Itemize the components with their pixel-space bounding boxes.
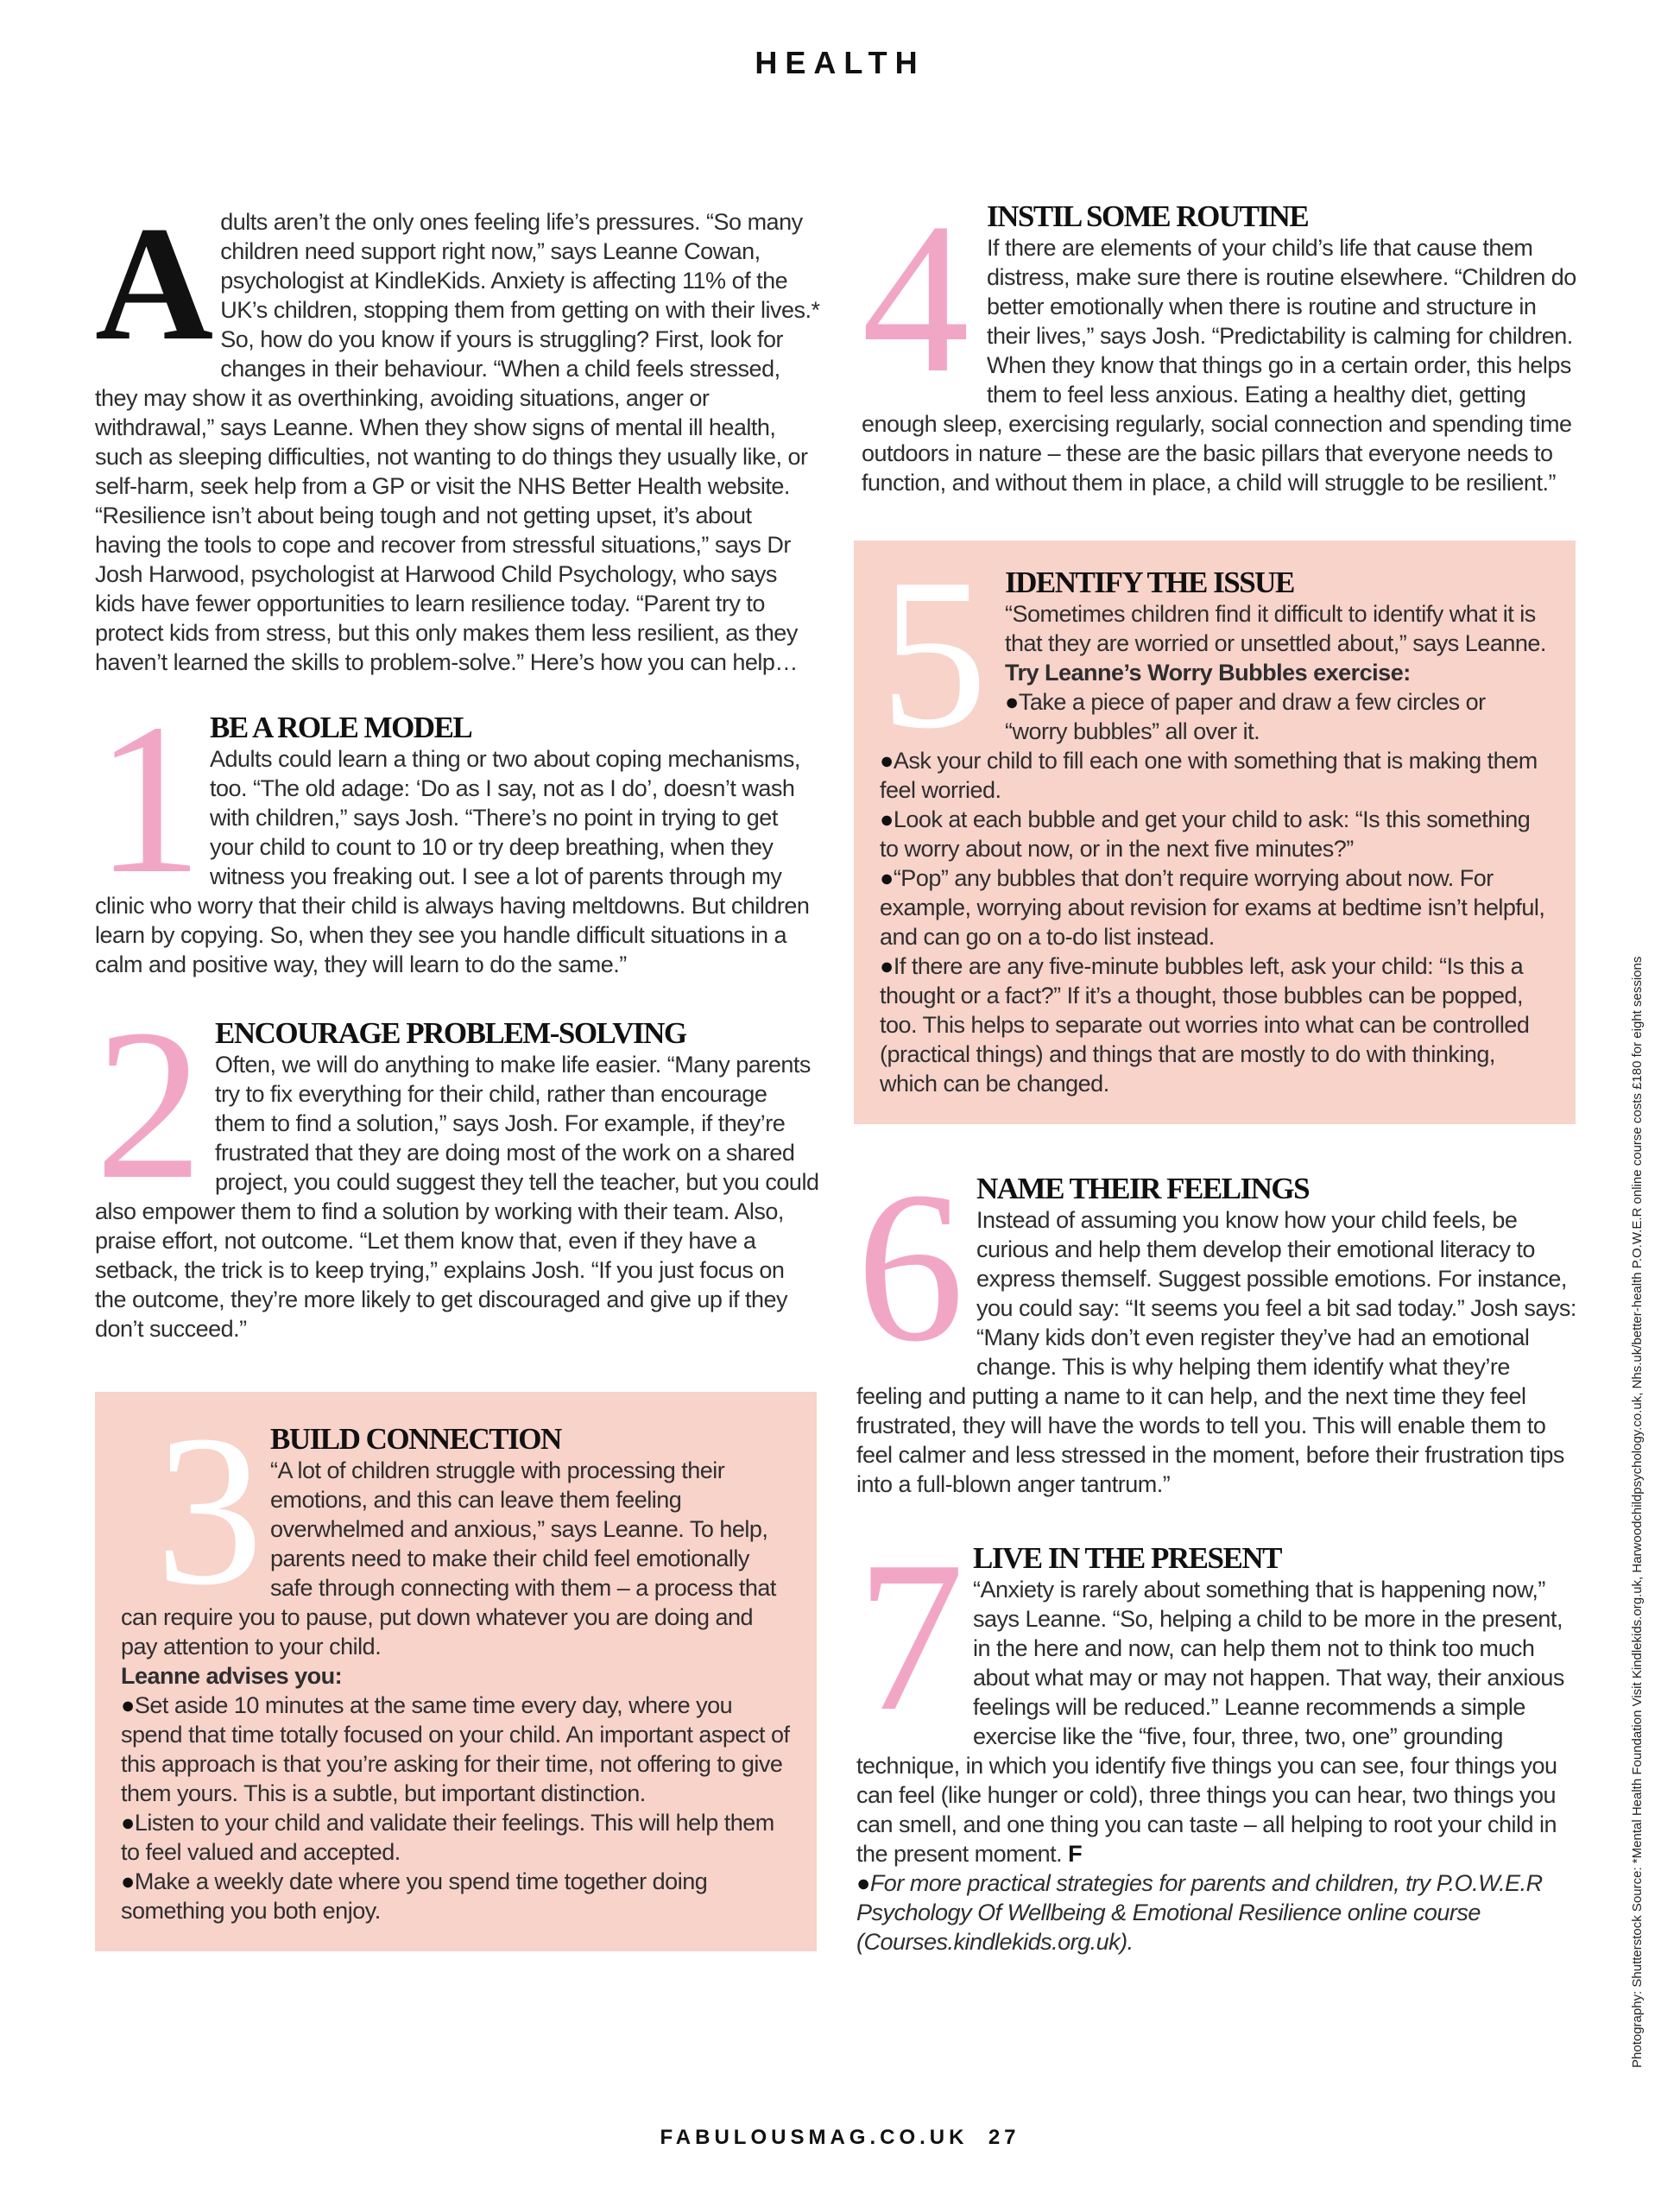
subheading-5: Try Leanne’s Worry Bubbles exercise: (1005, 660, 1411, 686)
section-5-box (854, 534, 1576, 1124)
bullet: ● Look at each bubble and get your child to ask: “Is this something to worry about now, or in the next five minutes?” (880, 805, 1550, 863)
page-footer (0, 2126, 1680, 2150)
number-7: 7 (856, 1517, 964, 1756)
section-4 (862, 179, 1579, 497)
heading-7: LIVE IN THE PRESENT (973, 1541, 1281, 1575)
text-7-body: “Anxiety is rarely about something that is happening now,” says Leanne. “So, helping a child to be more in the present, in the here and now, can help them not to think too much about what may or may not happen. That way, their anxious feelings will be reduced.” Leanne recommends a simple exercise like the “five, four, three, two, one” grounding technique, in which you identify five things you can see, four things you can feel (like hunger or cold), three things you can hear, two things you can smell, and one thing you can taste – all helping to root your child in the present moment. (856, 1577, 1564, 1867)
number-3: 3 (155, 1391, 263, 1630)
text-4: If there are elements of your child’s life that cause them distress, make sure there is routine elsewhere. “Children do better emotionally when there is routine and structure in their lives,” says Josh. “Predictability is calming for children. When they know that things go in a certain order, this helps them to feel less anxious. Eating a healthy diet, getting enough sleep, exercising regularly, social connection and spending time outdoors in nature – these are the basic pillars that everyone needs to function, and without them in place, a child will struggle to be resilient.” (862, 235, 1576, 496)
subheading-3: Leanne advises you: (121, 1663, 343, 1689)
course-note: ● For more practical strategies for parents and children, try P.O.W.E.R Psychology Of Wellbeing & Emotional Resilience online course (Courses.kindlekids.org.uk). (856, 1868, 1579, 1957)
photo-credit: Photography: Shutterstock Source: *Mental Health Foundation Visit Kindlekids.org.uk, Harwoodchildpsychology.co.uk, Nhs.uk/better-health P.O.W.E.R online course costs £180 for eight sessions (1630, 956, 1645, 2068)
intro-text: dults aren’t the only ones feeling life’s pressures. “So many children need support right now,” says Leanne Cowan, psychologist at KindleKids. Anxiety is affecting 11% of the UK’s children, stopping them from getting on with their lives.* So, how do you know if yours is struggling? First, look for changes in their behaviour. “When a child feels stressed, they may show it as overthinking, avoiding situations, anger or withdrawal,” says Leanne. When they show signs of mental ill health, such as sleeping difficulties, not wanting to do things they usually like, or self-harm, seek help from a GP or visit the NHS Better Health website. “Resilience isn’t about being tough and not getting upset, it’s about having the tools to cope and recover from stressful situations,” says Dr Josh Harwood, psychologist at Harwood Child Psychology, who says kids have fewer opportunities to learn resilience today. “Parent try to protect kids from stress, but this only makes them less resilient, as they haven’t learned the skills to problem-solve.” Here’s how you can help… (95, 209, 820, 675)
left-column (95, 193, 820, 1951)
number-4: 4 (862, 179, 969, 418)
bullet: ● Make a weekly date where you spend time together doing something you both enjoy. (121, 1867, 791, 1925)
drop-cap: A (95, 193, 214, 375)
section-1 (95, 680, 820, 979)
heading-5: IDENTIFY THE ISSUE (1005, 566, 1294, 599)
section-6 (856, 1147, 1579, 1499)
section-2 (95, 985, 820, 1343)
heading-2: ENCOURAGE PROBLEM-SOLVING (215, 1016, 686, 1050)
number-5: 5 (880, 534, 988, 774)
bullet: ● “Pop” any bubbles that don’t require worrying about now. For example, worrying about revision for exams at bedtime isn’t helpful, and can go on a to-do list instead. (880, 863, 1550, 951)
text-7 (856, 1575, 1579, 1868)
footer-site: FABULOUSMAG.CO.UK (660, 2126, 969, 2149)
heading-1: BE A ROLE MODEL (210, 711, 472, 744)
bullet: ● Listen to your child and validate their feelings. This will help them to feel valued and accepted. (121, 1808, 791, 1867)
intro (95, 193, 820, 677)
section-7 (856, 1517, 1579, 1957)
text-3: “A lot of children struggle with processing their emotions, and this can leave them feeling overwhelmed and anxious,” says Leanne. To help, parents need to make their child feel emotionally safe through connecting with them – a process that can require you to pause, put down whatever you are doing and pay attention to your child. (121, 1457, 776, 1659)
heading-6: NAME THEIR FEELINGS (976, 1172, 1310, 1205)
text-2: Often, we will do anything to make life easier. “Many parents try to fix everything for their child, rather than encourage them to find a solution,” says Josh. For example, if they’re frustrated that they are doing most of the work on a shared project, you could suggest they tell the teacher, but you could also empower them to find a solution by working with their team. Also, praise effort, not outcome. “Let them know that, even if they have a setback, the trick is to keep trying,” explains Josh. “If you just focus on the outcome, they’re more likely to get discouraged and give up if they don’t succeed.” (95, 1052, 819, 1342)
number-2: 2 (95, 985, 203, 1224)
number-1: 1 (95, 680, 203, 919)
bullet: ● Set aside 10 minutes at the same time every day, where you spend that time totally focused on your child. An important aspect of this approach is that you’re asking for their time, not offering to give them yours. This is a subtle, but important distinction. (121, 1691, 791, 1808)
bullet: ● Ask your child to fill each one with something that is making them feel worried. (880, 746, 1550, 805)
heading-3: BUILD CONNECTION (270, 1422, 561, 1456)
number-6: 6 (856, 1147, 964, 1387)
section-header: HEALTH (755, 45, 925, 80)
page-number: 27 (988, 2126, 1020, 2149)
text-1: Adults could learn a thing or two about coping mechanisms, too. “The old adage: ‘Do as I say, not as I do’, doesn’t wash with children,” says Josh. “There’s no point in trying to get your child to count to 10 or try deep breathing, when they witness you freaking out. I see a lot of parents through my clinic who worry that their child is always having meltdowns. But children learn by copying. So, when they see you handle difficult situations in a calm and positive way, they will learn to do the same.” (95, 746, 810, 977)
heading-4: INSTIL SOME ROUTINE (987, 199, 1309, 233)
right-column (854, 179, 1579, 1957)
text-6: Instead of assuming you know how your child feels, be curious and help them develop their emotional literacy to express themself. Suggest possible emotions. For instance, you could say: “It seems you feel a bit sad today.” Josh says: “Many kids don’t even register they’ve had an emotional change. This is why helping them identify what they’re feeling and putting a name to it can help, and the next time they feel frustrated, they will have the words to tell you. This will enable them to feel calmer and less stressed in the moment, before their frustration tips into a full-blown anger tantrum.” (856, 1207, 1576, 1497)
section-3-box (95, 1392, 817, 1951)
end-mark: F (1068, 1841, 1083, 1867)
text-5: “Sometimes children find it difficult to identify what it is that they are worried or unsettled about,” says Leanne. (1005, 601, 1546, 656)
bullet: ● If there are any five-minute bubbles left, ask your child: “Is this a thought or a fact?” If it’s a thought, those bubbles can be popped, too. This helps to separate out worries into what can be controlled (practical things) and things that are mostly to do with thinking, which can be changed. (880, 951, 1550, 1098)
bullet: ● Take a piece of paper and draw a few circles or “worry bubbles” all over it. (880, 687, 1550, 746)
